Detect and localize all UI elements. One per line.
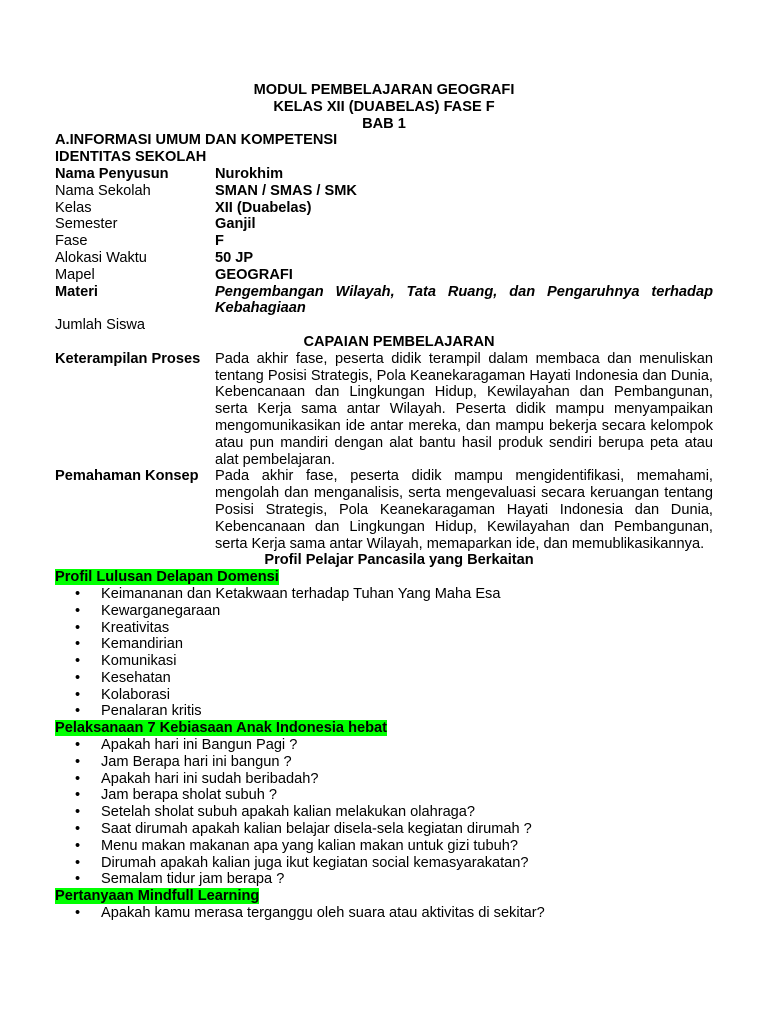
- identity-value: 50 JP: [215, 249, 254, 266]
- pemahaman-text: Pada akhir fase, peserta didik mampu mengidentifikasi, memahami, mengolah dan menganalisis, serta mengevaluasi secara keruangan tentang Posisi Strategis, Pola Keanekaragaman Hayati Indonesia dan Dunia, Kebencanaan dan Lingkungan Hidup, Kewilayahan dan Pembangunan, serta Kerja sama antar Wilayah, memaparkan ide, dan memublikasikannya.: [215, 468, 713, 552]
- identity-row: [55, 233, 713, 250]
- list-item: • Apakah hari ini Bangun Pagi ?: [55, 737, 713, 754]
- identity-row: [55, 250, 713, 267]
- profil-lulusan-list: [55, 586, 713, 720]
- list-item: • Menu makan makanan apa yang kalian makan untuk gizi tubuh?: [55, 838, 713, 855]
- list-item: • Dirumah apakah kalian juga ikut kegiatan social kemasyarakatan?: [55, 855, 713, 872]
- profil-heading: Profil Pelajar Pancasila yang Berkaitan: [264, 552, 534, 569]
- profil-lulusan-heading: Profil Lulusan Delapan Domensi: [55, 569, 279, 586]
- identity-row: [55, 284, 713, 318]
- identity-label: Kelas: [55, 199, 92, 216]
- class-line: KELAS XII (DUABELAS) FASE F: [273, 98, 495, 115]
- section-a-heading: A.INFORMASI UMUM DAN KOMPETENSI: [55, 132, 338, 149]
- list-item: • Kreativitas: [55, 620, 713, 637]
- list-item: • Apakah kamu merasa terganggu oleh suara atau aktivitas di sekitar?: [55, 905, 713, 922]
- identity-label: Fase: [55, 233, 88, 250]
- identity-value: [215, 317, 713, 334]
- kebiasaan-heading: Pelaksanaan 7 Kebiasaan Anak Indonesia hebat: [55, 720, 388, 737]
- chapter-label: BAB 1: [362, 115, 406, 132]
- keterampilan-text: Pada akhir fase, peserta didik terampil dalam membaca dan menuliskan tentang Posisi Strategis, Pola Keanekaragaman Hayati Indonesia dan Dunia, Kebencanaan dan Lingkungan Hidup, Kewilayahan dan Pembangunan, serta Kerja sama antar Wilayah. Peserta didik mampu menyampaikan mengomunikasikan ide antar mereka, dan mampu bekerja secara kelompok atau pun mandiri dengan alat bantu hasil produk sendiri berupa peta atau alat pembelajaran.: [215, 350, 713, 468]
- kebiasaan-list: [55, 737, 713, 888]
- identity-row: [55, 317, 713, 334]
- list-item: • Apakah hari ini sudah beribadah?: [55, 771, 713, 788]
- list-item: • Kesehatan: [55, 670, 713, 687]
- list-item: • Saat dirumah apakah kalian belajar disela-sela kegiatan dirumah ?: [55, 821, 713, 838]
- list-item: • Keimananan dan Ketakwaan terhadap Tuhan Yang Maha Esa: [55, 586, 713, 603]
- identity-row: [55, 200, 713, 217]
- list-item: • Jam Berapa hari ini bangun ?: [55, 754, 713, 771]
- identity-label: Nama Penyusun: [55, 165, 169, 182]
- capaian-heading: CAPAIAN PEMBELAJARAN: [303, 333, 495, 350]
- materi-value: Pengembangan Wilayah, Tata Ruang, dan Pengaruhnya terhadap Kebahagiaan: [215, 283, 713, 317]
- identity-row: [55, 267, 713, 284]
- pemahaman-row: [55, 468, 713, 552]
- identity-label: Alokasi Waktu: [55, 249, 147, 266]
- list-item: • Semalam tidur jam berapa ?: [55, 871, 713, 888]
- mindful-heading: Pertanyaan Mindfull Learning: [55, 888, 260, 905]
- module-title: MODUL PEMBELAJARAN GEOGRAFI: [253, 82, 515, 98]
- identity-row: [55, 183, 713, 200]
- identity-value: F: [215, 233, 224, 250]
- list-item: • Jam berapa sholat subuh ?: [55, 787, 713, 804]
- identity-value: GEOGRAFI: [215, 266, 293, 283]
- identity-heading: IDENTITAS SEKOLAH: [55, 149, 207, 166]
- document-page: [55, 82, 713, 922]
- identity-label: Jumlah Siswa: [55, 317, 146, 334]
- identity-value: Nurokhim: [215, 165, 284, 182]
- list-item: • Kemandirian: [55, 636, 713, 653]
- identity-value: SMAN / SMAS / SMK: [215, 182, 357, 199]
- identity-label: Mapel: [55, 266, 95, 283]
- list-item: • Kewarganegaraan: [55, 603, 713, 620]
- keterampilan-label: Keterampilan Proses: [55, 350, 201, 367]
- identity-value: Ganjil: [215, 216, 256, 233]
- identity-label: Nama Sekolah: [55, 182, 151, 199]
- mindful-list: [55, 905, 713, 922]
- list-item: • Penalaran kritis: [55, 703, 713, 720]
- identity-row: [55, 216, 713, 233]
- identity-label: Semester: [55, 216, 118, 233]
- identity-value: XII (Duabelas): [215, 199, 312, 216]
- list-item: • Komunikasi: [55, 653, 713, 670]
- list-item: • Setelah sholat subuh apakah kalian melakukan olahraga?: [55, 804, 713, 821]
- list-item: • Kolaborasi: [55, 687, 713, 704]
- keterampilan-row: [55, 351, 713, 469]
- identity-label: Materi: [55, 283, 98, 300]
- pemahaman-label: Pemahaman Konsep: [55, 468, 199, 485]
- identity-row: [55, 166, 713, 183]
